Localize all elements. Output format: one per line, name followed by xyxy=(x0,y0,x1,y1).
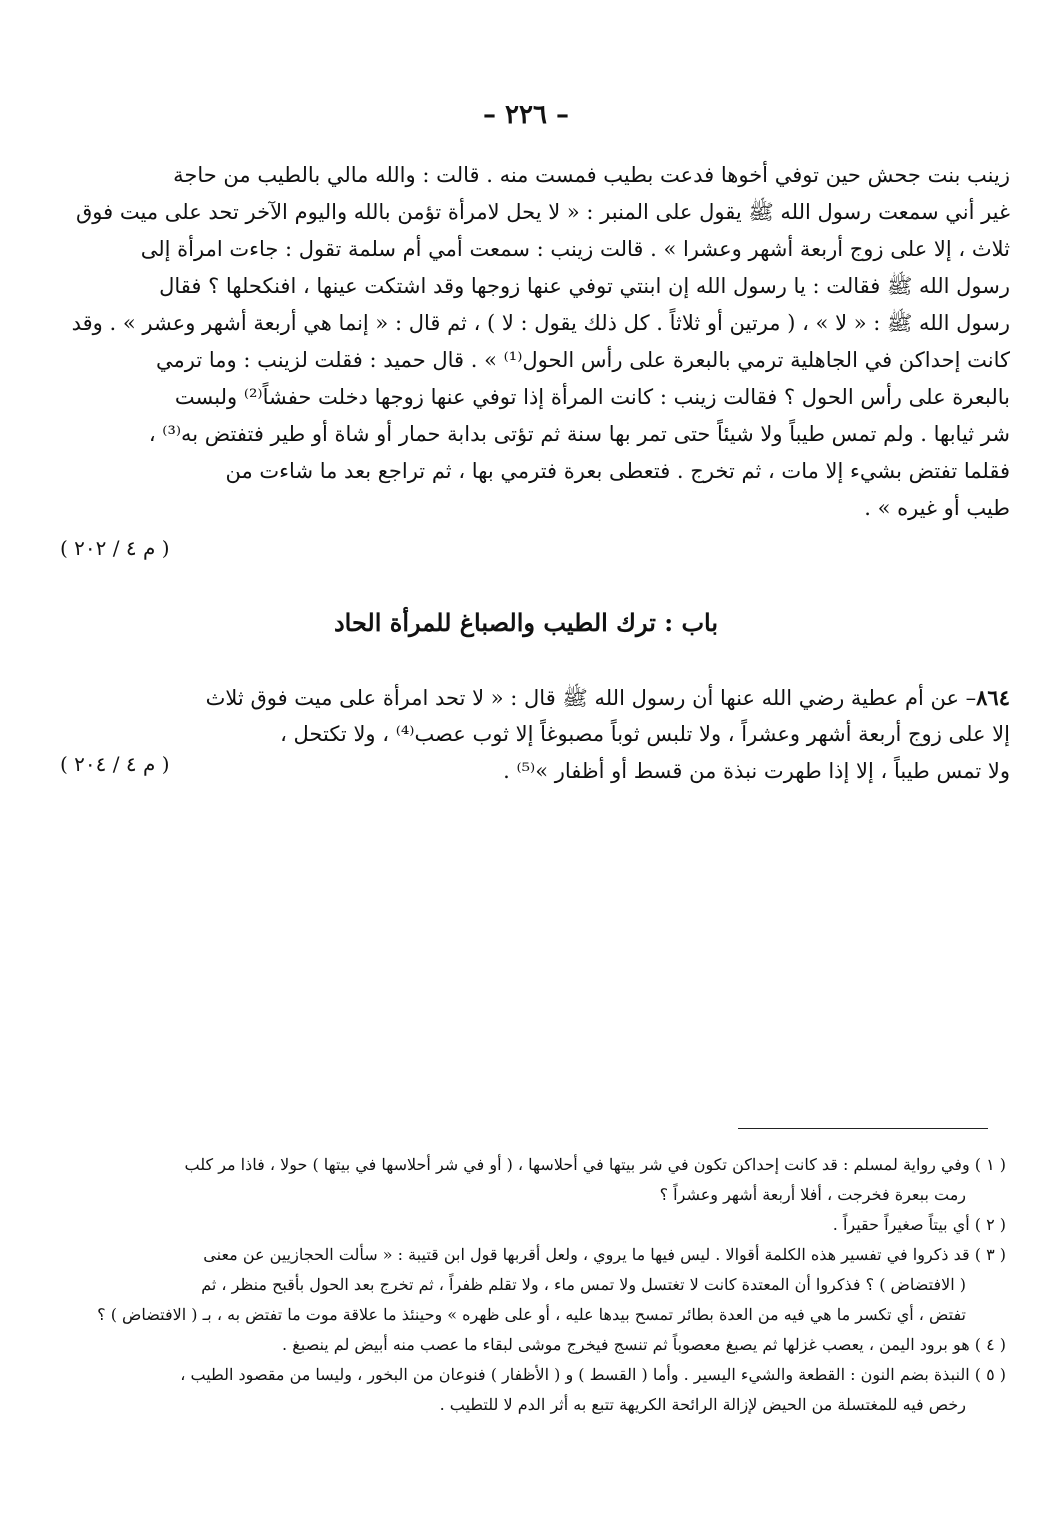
footnote-line: رخص فيه للمغتسلة من الحيض لإزالة الرائحة الكريهة تتبع به أثر الدم لا للتطيب . xyxy=(439,1395,966,1414)
footnotes xyxy=(42,1150,1006,1420)
text-line: شر ثيابها . ولم تمس طيباً ولا شيئاً حتى تمر بها سنة ثم تؤتى بدابة حمار أو شاة أو طير فتفتض به⁽³⁾ ، xyxy=(148,422,1010,446)
footnote-line: ( ١ ) وفي رواية لمسلم : قد كانت إحداكن تكون في شر بيتها في أحلاسها ، ( أو في شر أحلاسها في بيتها ) حولا ، فاذا مر كلب xyxy=(184,1155,1006,1174)
text-line: ولا تمس طيباً ، إلا إذا طهرت نبذة من قسط أو أظفار »⁽⁵⁾ . xyxy=(503,759,1010,783)
hadith-number: ٨٦٤ xyxy=(976,685,1010,710)
footnote-line: ( ٥ ) النبذة بضم النون : القطعة والشيء اليسير . وأما ( القسط ) و ( الأظفار ) فنوعان من البخور ، وليسا من مقصود الطيب ، xyxy=(180,1365,1006,1384)
source-reference: ( م ٤ / ٢٠٤ ) xyxy=(60,752,170,776)
footnote-line: ( ٣ ) قد ذكروا في تفسير هذه الكلمة أقوالا . ليس فيها ما يروي ، ولعل أقربها قول ابن قتيبة : « سألت الحجازيين عن معنى xyxy=(203,1245,1006,1264)
text-line: غير أني سمعت رسول الله ﷺ يقول على المنبر : « لا يحل لامرأة تؤمن بالله واليوم الآخر تحد على ميت فوق xyxy=(76,200,1010,224)
text-line: طيب أو غيره » . xyxy=(864,496,1010,520)
text-line: رسول الله ﷺ : « لا » ، ( مرتين أو ثلاثاً . كل ذلك يقول : لا ) ، ثم قال : « إنما هي أربعة أشهر وعشر » . وقد xyxy=(71,311,1010,335)
text-line: بالبعرة على رأس الحول ؟ فقالت زينب : كانت المرأة إذا توفي عنها زوجها دخلت حفشاً⁽²⁾ ولبست xyxy=(174,385,1010,409)
chapter-heading: باب : ترك الطيب والصباغ للمرأة الحاد xyxy=(333,608,719,637)
text-line: كانت إحداكن في الجاهلية ترمي بالبعرة على رأس الحول⁽¹⁾ » . قال حميد : فقلت لزينب : وما ترمي xyxy=(156,348,1010,372)
text-line: رسول الله ﷺ فقالت : يا رسول الله إن ابنتي توفي عنها زوجها وقد اشتكت عينها ، افنكحلها ؟ فقال xyxy=(159,274,1010,298)
footnote-line: ( الافتضاض ) ؟ فذكروا أن المعتدة كانت لا تغتسل ولا تمس ماء ، ولا تقلم ظفراً ، ثم تخرج بعد الحول بأقبح منظر ، ثم xyxy=(201,1275,966,1294)
footnote-line: تفتض ، أي تكسر ما هي فيه من العدة بطائر تمسح بيدها عليه ، أو على ظهره » وحينئذ ما علاقة موت ما تفتض به ، بـ ( الافتضاض ) ؟ xyxy=(97,1305,966,1324)
text-line: ثلاث ، إلا على زوج أربعة أشهر وعشرا » . قالت زينب : سمعت أمي أم سلمة تقول : جاءت امرأة إلى xyxy=(140,237,1010,261)
text-line xyxy=(42,679,1010,716)
text-line: فقلما تفتض بشيء إلا مات ، ثم تخرج . فتعطى بعرة فترمي بها ، ثم تراجع بعد ما شاءت من xyxy=(225,459,1010,483)
footnote-line: ( ٢ ) أي بيتاً صغيراً حقيراً . xyxy=(832,1215,1006,1234)
hadith-864 xyxy=(42,679,1010,790)
footnote-line: رمت ببعرة فخرجت ، أفلا أربعة أشهر وعشراً ؟ xyxy=(659,1185,966,1204)
page-number: – ٢٢٦ – xyxy=(482,100,570,130)
footnote-line: ( ٤ ) هو برود اليمن ، يعصب غزلها ثم يصبغ معصوباً ثم تنسج فيخرج موشى لبقاء ما عصب منه أبيض لم ينصبغ . xyxy=(282,1335,1006,1354)
source-reference: ( م ٤ / ٢٠٢ ) xyxy=(60,536,170,560)
text-line-content: – عن أم عطية رضي الله عنها أن رسول الله ﷺ قال : « لا تحد امرأة على ميت فوق ثلاث xyxy=(205,686,977,710)
footnote-divider xyxy=(738,1128,988,1129)
hadith-continuation xyxy=(42,157,1010,527)
text-line: زينب بنت جحش حين توفي أخوها فدعت بطيب فمست منه . قالت : والله مالي بالطيب من حاجة xyxy=(173,163,1010,187)
text-line: إلا على زوج أربعة أشهر وعشراً ، ولا تلبس ثوباً مصبوغاً إلا ثوب عصب⁽⁴⁾ ، ولا تكتحل ، xyxy=(280,722,1010,746)
